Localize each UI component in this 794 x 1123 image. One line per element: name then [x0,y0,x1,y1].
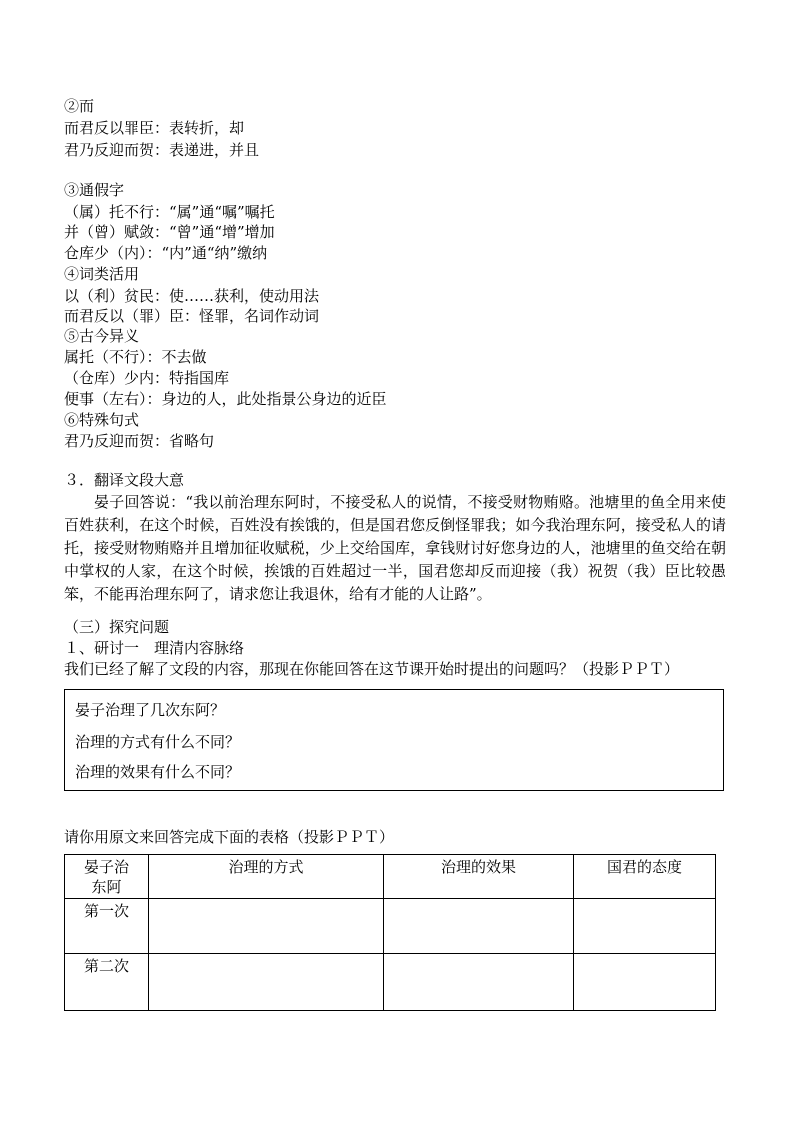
answer-cell[interactable] [384,954,574,1011]
answer-cell[interactable] [149,954,384,1011]
translation-heading: ３．翻译文段大意 [64,471,185,489]
table-header-row [65,855,716,899]
section-heading-gujin: ⑤古今异义 [64,327,140,345]
header-cell-attitude: 国君的态度 [574,855,716,899]
explore-subheading: １、研讨一 理清内容脉络 [64,639,245,657]
header-label: 晏子治东阿 [84,858,130,896]
answer-cell[interactable] [574,954,716,1011]
note-line: （仓库）少内：特指国库 [64,369,230,387]
question-item: 治理的方式有什么不同？ [75,733,241,751]
header-cell-effect: 治理的效果 [384,855,574,899]
question-item: 晏子治理了几次东阿？ [75,701,226,719]
section-heading-tongjia: ③通假字 [64,181,125,199]
note-line: 而君反以罪臣：表转折，却 [64,119,245,137]
explore-heading: （三）探究问题 [64,618,170,636]
governance-table [64,854,716,1011]
questions-box [64,689,724,791]
note-line: 以（利）贫民：使……获利，使动用法 [64,287,320,305]
note-line: 便事（左右）：身边的人，此处指景公身边的近臣 [64,390,387,408]
row-label: 第二次 [65,954,149,1011]
answer-cell[interactable] [149,899,384,954]
answer-cell[interactable] [574,899,716,954]
translation-paragraph: 晏子回答说：“我以前治理东阿时，不接受私人的说情，不接受财物贿赂。池塘里的鱼全用来使百姓获利，在这个时候，百姓没有挨饿的，但是国君您反倒怪罪我；如今我治理东阿，接受私人的请托，接受财物贿赂并且增加征收赋税，少上交给国库，拿钱财讨好您身边的人，池塘里的鱼交给在朝中掌权的人家，在这个时候，挨饿的百姓超过一半，国君您却反而迎接（我）祝贺（我）臣比较愚笨，不能再治理东阿了，请求您让我退休，给有才能的人让路”。 [64,493,726,603]
row-label: 第一次 [65,899,149,954]
note-line: 而君反以（罪）臣：怪罪，名词作动词 [64,307,320,325]
note-line: 君乃反迎而贺：省略句 [64,432,215,450]
header-cell-method: 治理的方式 [149,855,384,899]
question-item: 治理的效果有什么不同？ [75,763,241,781]
answer-cell[interactable] [384,899,574,954]
table-instruction: 请你用原文来回答完成下面的表格（投影ＰＰＴ） [64,828,395,846]
explore-prompt: 我们已经了解了文段的内容，那现在你能回答在这节课开始时提出的问题吗？（投影ＰＰＴ） [64,660,680,678]
header-cell-yanzi [65,855,149,899]
section-heading-er: ②而 [64,97,95,115]
table-row [65,899,716,954]
section-heading-cilei: ④词类活用 [64,265,140,283]
note-line: 属托（不行）：不去做 [64,348,207,366]
note-line: 仓库少（内）：“内”通“纳”缴纳 [64,244,268,262]
note-line: （属）托不行：“属”通“嘱”嘱托 [64,203,275,221]
note-line: 并（曾）赋敛：“曾”通“增”增加 [64,223,275,241]
table-row [65,954,716,1011]
section-heading-jushi: ⑥特殊句式 [64,411,140,429]
note-line: 君乃反迎而贺：表递进，并且 [64,141,260,159]
